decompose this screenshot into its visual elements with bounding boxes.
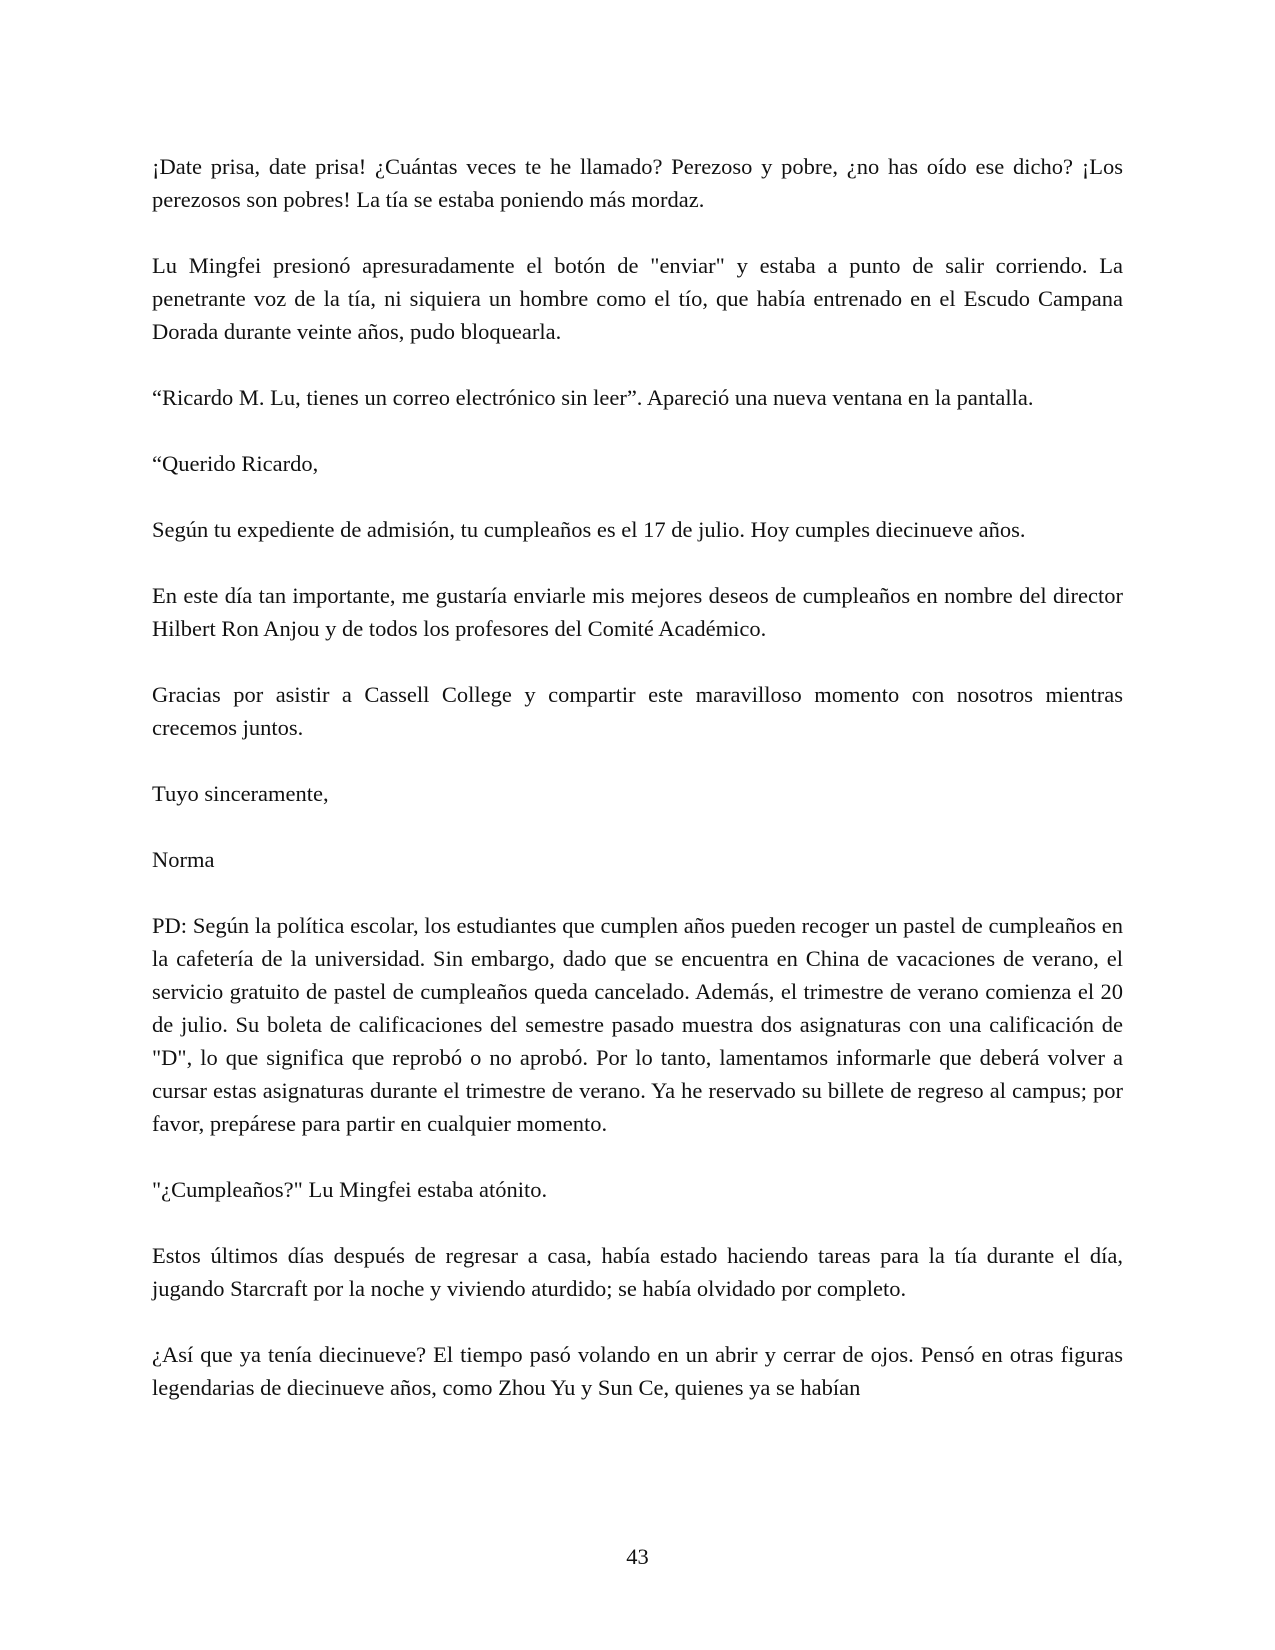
- paragraph-nineteen: ¿Así que ya tenía diecinueve? El tiempo pasó volando en un abrir y cerrar de ojos. Pensó en otras figuras legendarias de diecinueve años, como Zhou Yu y Sun Ce, quienes ya se habían: [152, 1342, 1123, 1400]
- paragraph-birthday-surprise: "¿Cumpleaños?" Lu Mingfei estaba atónito.: [152, 1177, 548, 1202]
- paragraph-letter-closing: Tuyo sinceramente,: [152, 781, 329, 806]
- paragraph-aunt-scolding: ¡Date prisa, date prisa! ¿Cuántas veces te he llamado? Perezoso y pobre, ¿no has oído ese dicho? ¡Los perezosos son pobres! La tía se estaba poniendo más mordaz.: [152, 154, 1123, 212]
- paragraph-forgot-birthday: Estos últimos días después de regresar a casa, había estado haciendo tareas para la tía durante el día, jugando Starcraft por la noche y viviendo aturdido; se había olvidado por completo.: [152, 1243, 1123, 1301]
- paragraph-thanks: Gracias por asistir a Cassell College y compartir este maravilloso momento con nosotros mientras crecemos juntos.: [152, 682, 1123, 740]
- paragraph-best-wishes: En este día tan importante, me gustaría enviarle mis mejores deseos de cumpleaños en nombre del director Hilbert Ron Anjou y de todos los profesores del Comité Académico.: [152, 583, 1123, 641]
- paragraph-signature: Norma: [152, 847, 215, 872]
- page-number: 43: [626, 1544, 649, 1569]
- body-text: [152, 150, 1123, 1404]
- paragraph-birthday-date: Según tu expediente de admisión, tu cumpleaños es el 17 de julio. Hoy cumples diecinueve años.: [152, 517, 1026, 542]
- paragraph-postscript: PD: Según la política escolar, los estudiantes que cumplen años pueden recoger un pastel de cumpleaños en la cafetería de la universidad. Sin embargo, dado que se encuentra en China de vacaciones de verano, el servicio gratuito de pastel de cumpleaños queda cancelado. Además, el trimestre de verano comienza el 20 de julio. Su boleta de calificaciones del semestre pasado muestra dos asignaturas con una calificación de "D", lo que significa que reprobó o no aprobó. Por lo tanto, lamentamos informarle que deberá volver a cursar estas asignaturas durante el trimestre de verano. Ya he reservado su billete de regreso al campus; por favor, prepárese para partir en cualquier momento.: [152, 913, 1123, 1136]
- paragraph-letter-salutation: “Querido Ricardo,: [152, 451, 319, 476]
- paragraph-unread-email: “Ricardo M. Lu, tienes un correo electrónico sin leer”. Apareció una nueva ventana en la pantalla.: [152, 385, 1034, 410]
- paragraph-send-button: Lu Mingfei presionó apresuradamente el botón de "enviar" y estaba a punto de salir corriendo. La penetrante voz de la tía, ni siquiera un hombre como el tío, que había entrenado en el Escudo Campana Dorada durante veinte años, pudo bloquearla.: [152, 253, 1123, 344]
